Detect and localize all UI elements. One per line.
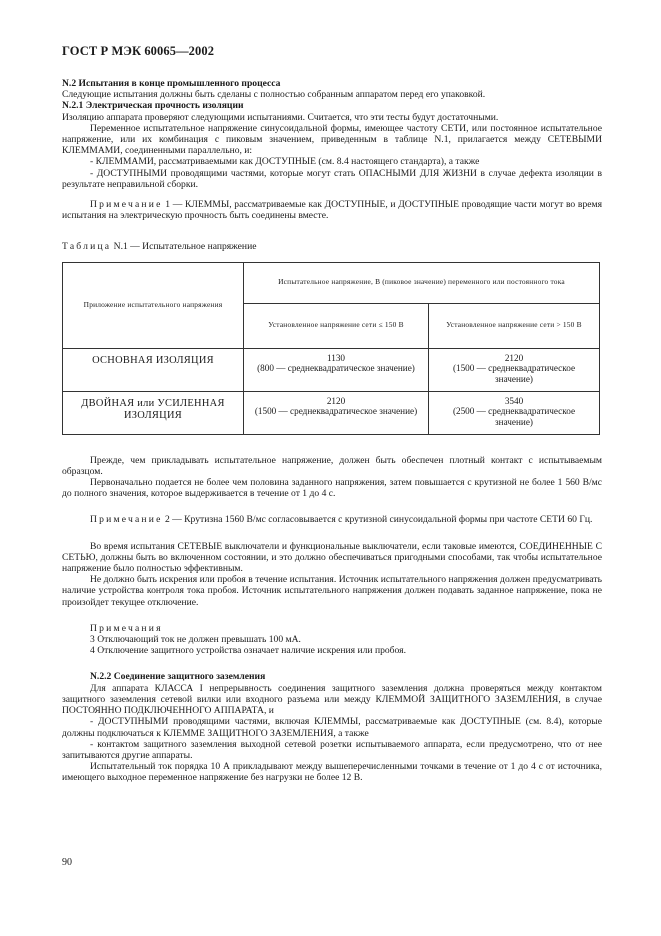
page-number: 90	[62, 857, 72, 868]
paragraph: Первоначально подается не более чем половина заданного напряжения, затем повышается с крутизной не более 1 560 В/мс до полного значения, которое выдерживается в течение от 1 до 4 с.	[62, 477, 602, 500]
note-2	[62, 514, 602, 525]
row-label: ДВОЙНАЯ или УСИЛЕННАЯ ИЗОЛЯЦИЯ	[63, 391, 244, 434]
section-n2-title: N.2 Испытания в конце промышленного процесса	[62, 78, 281, 89]
table-cell	[429, 391, 600, 434]
cell-value: 1130	[326, 352, 346, 363]
table-header-row	[63, 262, 600, 303]
paragraph: Испытательный ток порядка 10 А прикладывают между вышеперечисленными точками в течение от 1 до 4 с от источника, имеющего выходное переменное напряжение без нагрузки не более 12 В.	[62, 761, 602, 784]
note-text: 1 — КЛЕММЫ, рассматриваемые как ДОСТУПНЫЕ, и ДОСТУПНЫЕ проводящие части могут во время испытания на электрическую прочность быть соединены вместе.	[62, 199, 602, 222]
cell-note: (1500 — среднеквадратическое значение)	[254, 406, 418, 417]
cell-note: (1500 — среднеквадратическое значение)	[452, 363, 576, 385]
table-group-header: Испытательное напряжение, В (пиковое значение) переменного или постоянного тока	[244, 262, 600, 303]
paragraph: Во время испытания СЕТЕВЫЕ выключатели и функциональные выключатели, если таковые имеются, СОЕДИНЕННЫЕ С СЕТЬЮ, должны быть во включенном состоянии, и это должно обеспечиваться пригодными способами, так чтобы испытательное напряжение было полностью эффективным.	[62, 540, 602, 575]
list-item: - ДОСТУПНЫМИ проводящими частями, включая КЛЕММЫ, рассматриваемые как ДОСТУПНЫЕ (см. 8.4), которые должны подключаться к КЛЕММЕ ЗАЩИТНОГО ЗАЗЕМЛЕНИЯ, а также	[62, 716, 602, 739]
section-n2-text: Следующие испытания должны быть сделаны с полностью собранным аппаратом перед его упаковкой.	[62, 89, 486, 101]
cell-value: 2120	[326, 395, 346, 406]
notes-label: Примечания	[90, 622, 163, 634]
list-item: - контактом защитного заземления выходной сетевой розетки испытываемого аппарата, если предусмотрено, что от нее запитываются другие аппараты.	[62, 738, 602, 761]
document-body	[62, 78, 602, 784]
table-cell	[244, 391, 429, 434]
cell-note: (800 — среднеквадратическое значение)	[257, 363, 415, 374]
list-item: - ДОСТУПНЫМИ проводящими частями, которые могут стать ОПАСНЫМИ ДЛЯ ЖИЗНИ в случае дефекта изоляции в результате неправильной сборки.	[62, 167, 602, 190]
cell-value: 3540	[504, 395, 524, 406]
paragraph: Переменное испытательное напряжение синусоидальной формы, имеющее частоту СЕТИ, или постоянное испытательное напряжение, или их комбинация с пиковым значением, приведенным в таблице N.1, прилагается между СЕТЕВЫМИ КЛЕММАМИ, соединенными параллельно, и:	[62, 122, 602, 157]
table-cell	[244, 348, 429, 391]
table-sub-header: Установленное напряжение сети ≤ 150 В	[244, 303, 429, 348]
note-1	[62, 199, 602, 221]
paragraph: Не должно быть искрения или пробоя в течение испытания. Источник испытательного напряжения должен предусматривать наличие устройства контроля тока пробоя. Источник испытательного напряжения должен подавать заданное напряжение, пока не произойдет текущее отключение.	[62, 574, 602, 608]
note-label: Примечание	[90, 199, 163, 211]
note-text: 2 — Крутизна 1560 В/мс согласовывается с крутизной синусоидальной формы при частоте СЕТИ 60 Гц.	[162, 514, 593, 526]
paragraph: Для аппарата КЛАССА I непрерывность соединения защитного заземления должна проверяться между контактом защитного заземления сетевой вилки или входного разъема или между КЛЕММОЙ ЗАЩИТНОГО ЗАЗЕМЛЕНИЯ, в случае ПОСТОЯННО ПОДКЛЮЧЕННОГО АППАРАТА, и	[62, 682, 602, 717]
note-4: 4 Отключение защитного устройства означает наличие искрения или пробоя.	[90, 645, 406, 657]
voltage-table	[62, 262, 600, 435]
cell-value: 2120	[504, 352, 524, 363]
row-label: ОСНОВНАЯ ИЗОЛЯЦИЯ	[63, 348, 244, 391]
section-n22-title: N.2.2 Соединение защитного заземления	[90, 671, 266, 683]
document-header: ГОСТ Р МЭК 60065—2002	[62, 44, 215, 58]
table-row	[63, 348, 600, 391]
paragraph: Изоляцию аппарата проверяют следующими испытаниями. Считается, что эти тесты будут достаточными.	[62, 111, 499, 123]
table-caption-label: Таблица	[62, 241, 112, 253]
note-3: 3 Отключающий ток не должен превышать 100 мА.	[90, 634, 301, 646]
paragraph: Прежде, чем прикладывать испытательное напряжение, должен быть обеспечен плотный контакт с испытываемым образцом.	[62, 454, 602, 477]
note-label: Примечание	[90, 514, 163, 526]
cell-note: (2500 — среднеквадратическое значение)	[452, 406, 576, 428]
table-col1-header: Приложение испытательного напряжения	[63, 262, 244, 348]
table-sub-header: Установленное напряжение сети > 150 В	[429, 303, 600, 348]
table-caption-text: N.1 — Испытательное напряжение	[111, 241, 257, 253]
list-item: - КЛЕММАМИ, рассматриваемыми как ДОСТУПНЫЕ (см. 8.4 настоящего стандарта), а также	[90, 156, 480, 168]
table-row	[63, 391, 600, 434]
section-n21-title: N.2.1 Электрическая прочность изоляции	[62, 100, 244, 112]
table-caption	[62, 241, 602, 252]
table-cell	[429, 348, 600, 391]
